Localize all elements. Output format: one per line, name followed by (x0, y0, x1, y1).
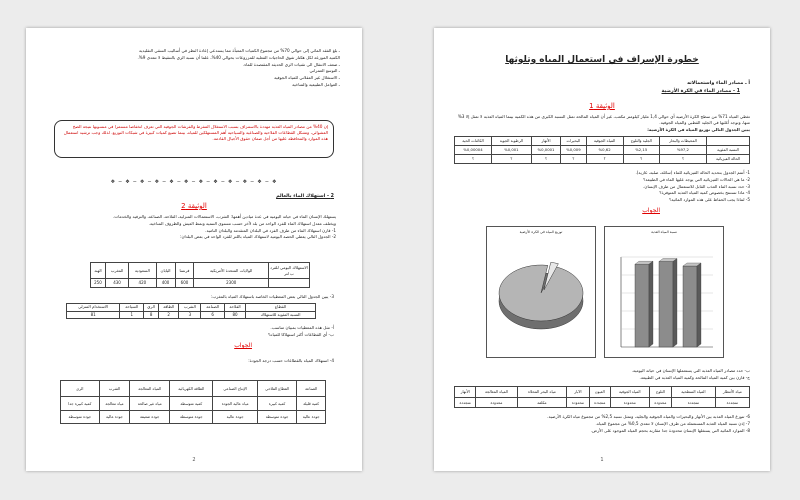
table-header: المياه المعالجة (476, 387, 517, 398)
table-header: مياه البحر المحلاة (517, 387, 567, 398)
intro-line: ـ بلغ الفقد المائي إلى حوالي 70% من مجموع الكميات المعبأة مما يستدعي إعادة النظر في أساليب السقي التقليدية (139, 48, 340, 53)
question-line: 3- حدد نسبة الماء العذب القابل للاستعمال من طرف الإنسان. (643, 183, 750, 189)
bar-chart-frame (604, 226, 724, 358)
table-header: الطاقة (159, 304, 179, 312)
table-cell: مياه غير صالحة (130, 397, 170, 411)
table-cell: جودة متوسطة (170, 410, 213, 424)
table-cell (269, 279, 310, 288)
intro-text (48, 48, 340, 89)
table-header: الشرب (179, 304, 201, 312)
page-title: خطورة الإسراف في استعمال المياه وتلوثها (505, 55, 699, 65)
question-line: أ- مثل هذه المعطيات بمبيان مناسب. (270, 325, 334, 330)
table-header: الطاقة الكهربائية (170, 381, 213, 397)
table-header: الري (61, 381, 100, 397)
consumption-table (90, 262, 310, 288)
table-cell: ؟ (491, 155, 531, 164)
section-a: أ ـ مصادر الماء واستعمالاته (687, 81, 750, 86)
sector-table (66, 303, 316, 319)
table-cell: 600 (175, 279, 194, 288)
water-distribution-table (454, 136, 750, 164)
table-cell: جودة متوسطة (61, 410, 100, 424)
intro-line: الكمية الموزعة لكل هكتار تفوق الحاجيات الفعلية للمزروعات بحوالي 40%، علما أن نسبة الري بالتنقيط لا تتعدى 9%. (137, 54, 340, 60)
table-cell: 8 (144, 311, 159, 319)
pie-slice (499, 265, 583, 321)
pie-chart (487, 235, 595, 355)
table-caption: يبين الجدول التالي توزيع المياه في الكرة الأرضية: (647, 126, 750, 132)
pie-chart-frame (486, 226, 596, 358)
table-cell: 420 (129, 279, 156, 288)
right-page (434, 28, 770, 471)
table-cell: %0,0001 (531, 146, 560, 155)
table-cell: 80 (224, 311, 245, 319)
conclusion-box (54, 120, 334, 158)
table-cell: مكلفة (517, 397, 567, 408)
questions-after (54, 325, 334, 339)
table-header: الشرب (99, 381, 130, 397)
final-text (454, 414, 750, 434)
question-line: ج- قارن بين كمية المياه المالحة وكمية المياه العذبة في الطبيعة. (639, 374, 750, 380)
table-header: الاستخدام المنزلي (67, 304, 120, 312)
question-line: 2- ما هي الحالات الفيزيائية التي يوجد عليها الماء في الطبيعة؟ (643, 176, 750, 182)
table-cell: %0,00004 (455, 146, 492, 155)
table-header: الصناعة (201, 304, 225, 312)
question-line: ب- أي القطاعات أكثر استهلاكا للمياه؟ (268, 331, 334, 337)
question-line: 1- أتمم الجدول بتحديد الحالة الفيزيائية للماء (سائلة، صلبة، غازية). (635, 170, 750, 175)
table-cell: ؟ (455, 155, 492, 164)
question-3: 3- يبين الجدول التالي بعض المعطيات الخاصة باستهلاك المياه بالمغرب: (210, 294, 334, 299)
table-cell: جودة عالية (297, 410, 326, 424)
table-cell: محدودة (476, 397, 517, 408)
table-cell: النسبة المئوية للاستهلاك (246, 311, 316, 319)
answer-label: الجواب (234, 342, 252, 349)
doc2-line: 1- قارن استهلاك الماء من طرف الفرد في البلدان المتقدمة والبلدان النامية. (205, 227, 336, 233)
question-line: 5- لماذا يجب الحفاظ على هذه الموارد المائية؟ (669, 197, 750, 203)
table-cell: 81 (67, 311, 120, 319)
table-cell: ؟ (586, 155, 623, 164)
table-header: المياه المعالجة (130, 381, 170, 397)
table-cell: ؟ (623, 155, 659, 164)
questions (454, 170, 750, 204)
table-header: المياه السطحية (672, 387, 716, 398)
table-cell: محدودة (610, 397, 649, 408)
table-header: الاستهلاك اليومي للفرد ب لتر (269, 263, 310, 279)
document-title: الوثيقة 2 (181, 202, 207, 210)
table-header: الهند (91, 263, 106, 279)
table-cell: كمية متوسطة (170, 397, 213, 411)
table-cell: محدودة (649, 397, 671, 408)
table-header: المياه الجوفية (610, 387, 649, 398)
table-header: الأنهار (531, 137, 560, 146)
table-cell: 1 (120, 311, 144, 319)
table-cell: 430 (105, 279, 128, 288)
table-header: الولايات المتحدة الأمريكية (194, 263, 269, 279)
intro-line: تغطي المياه 71% من سطح الكرة الأرضية أي حوالي 1,4 مليار كيلومتر مكعب، غير أن المياه المالحة تمثل النسبة الكبرى من هذه الكمية بينما المياه العذبة لا تمثل إلا 3% منها، وتوجد أغلبها في الجليد القطبي والمياه الجوفية. (457, 114, 750, 125)
final-line: 8- الموارد المائية التي يستغلها الإنسان محدودة جدا مقارنة بحجم المياه الموجود على الأرض. (590, 427, 750, 433)
table-cell: %0,62 (586, 146, 623, 155)
document-title: الوثيقة 1 (589, 102, 615, 110)
table-header: الأنهار (455, 387, 476, 398)
table-cell: 400 (156, 279, 175, 288)
table-cell: جودة متوسطة (257, 410, 297, 424)
left-page (26, 28, 362, 471)
doc2-text (52, 214, 336, 241)
bar-side (697, 263, 701, 347)
table-header: الري (144, 304, 159, 312)
bar (635, 264, 649, 347)
table-header (707, 137, 750, 146)
table-header: فرنسا (175, 263, 194, 279)
table-header: المغرب (105, 263, 128, 279)
table-cell: متجددة (589, 397, 610, 408)
page-number: 2 (192, 457, 196, 464)
table-cell: 6 (201, 311, 225, 319)
table-cell: مياه معالجة (99, 397, 130, 411)
sources-table (454, 386, 750, 408)
bullet: ـ العوامل الطبيعية والمناخية (292, 81, 340, 87)
section-title: 2 - استهلاك الماء بالعالم (276, 194, 334, 199)
bar (659, 262, 673, 348)
table-header: الآبار (567, 387, 589, 398)
table-cell: كمية كبيرة جدا (61, 397, 100, 411)
table-header: القطاع الفلاحي (257, 381, 297, 397)
table-cell: كمية قليلة (297, 397, 326, 411)
table-header: الرطوبة الجوية (491, 137, 531, 146)
table-cell: %0,009 (561, 146, 586, 155)
table-cell: 2300 (194, 279, 269, 288)
table-header: المياه الجوفية (586, 137, 623, 146)
table-cell: %2,15 (623, 146, 659, 155)
bar-side (649, 261, 653, 347)
bar-chart (605, 235, 723, 355)
bullet: ـ التوسع العمراني (309, 68, 340, 74)
table-header: القطاع (246, 304, 316, 312)
table-header: اليابان (156, 263, 175, 279)
doc2-line: يستهلك الإنسان الماء في حياته اليومية في عدة ميادين أهمها: الشرب، الاستعمالات المنزلية، الفلاحة، الصناعة، والترفيه والخدمات. (112, 214, 336, 219)
chart-title: نسبة المياه العذبة (651, 230, 677, 234)
table-cell: جودة عالية (213, 410, 257, 424)
section-1: 1 - مصادر الماء في الكرة الأرضية (661, 89, 740, 94)
table-cell: 2 (159, 311, 179, 319)
table-cell: متجددة (455, 397, 476, 408)
conclusion-text: إن 40% من مصادر المياه العذبة مهددة بالاستنزاف بسبب الاستغلال المفرط والفرشات الجوفية التي تعرف انخفاضا مستمرا في منسوبها نتيجة الضخ العشوائي، وتشكل القطاعات الفلاحية والصناعية والسياحية أهم المستهلكين للمياه، بينما تضيع كميات كبيرة في شبكات التوزيع. لذلك وجب ترشيد استعمال هذه الموارد والمحافظة عليها من أجل ضمان حقوق الأجيال القادمة. (63, 124, 328, 141)
table-header: مياه الأمطار (715, 387, 749, 398)
table-cell: ؟ (659, 155, 706, 164)
separator: ❖ ─ ❖ ─ ❖ ─ ❖ ─ ❖ ─ ❖ ─ ❖ ─ ❖ ─ ❖ ─ ❖ ─ ❖ ─ ❖ (110, 179, 278, 185)
table-cell: جودة ضعيفة (130, 410, 170, 424)
table-cell: مياه عالية الجودة (213, 397, 257, 411)
table-header: الفلاحة (224, 304, 245, 312)
table-header: السياحة (120, 304, 144, 312)
doc2-line: ويختلف معدل استهلاك الماء للفرد الواحد من بلد لآخر حسب مستوى التنمية ونمط العيش والظروف المناخية. (148, 220, 336, 226)
doc2-line: 2- الجدول التالي يعطي الحصة اليومية لاستهلاك المياه باللتر للفرد الواحد في بعض البلدان: (180, 234, 336, 240)
table-header: السعودية (129, 263, 156, 279)
table-cell: كمية كبيرة (257, 397, 297, 411)
section-2-questions (454, 368, 750, 382)
quality-table (60, 380, 326, 424)
table-cell: %0,001 (491, 146, 531, 155)
question-line: 4- ماذا تستنتج بخصوص كمية المياه العذبة المتوفرة؟ (659, 190, 750, 196)
question-line: ب- حدد مصادر المياه العذبة التي يستعملها الإنسان في حياته اليومية. (631, 368, 750, 373)
table-cell: متجددة (672, 397, 716, 408)
table-cell: متجددة (715, 397, 749, 408)
chart-title: توزيع المياه في الكرة الأرضية (519, 230, 563, 234)
table-header: الصناعة (297, 381, 326, 397)
final-line: 6- تتوزع المياه العذبة بين الأنهار والبحيرات والمياه الجوفية والجليد، وتمثل نسبة 2,5% من مجموع مياه الكرة الأرضية. (547, 414, 750, 419)
table-header: العيون (589, 387, 610, 398)
bullet: ـ الاستغلال غير العقلاني للمياه الجوفية (274, 75, 340, 81)
page-number: 1 (600, 457, 604, 464)
table-cell: ؟ (561, 155, 586, 164)
table-cell: %97,2 (659, 146, 706, 155)
intro-text (454, 114, 750, 133)
table-cell: ؟ (531, 155, 560, 164)
table-cell: جودة عالية (99, 410, 130, 424)
bar (683, 266, 697, 347)
question-4: 4- استهلاك المياه بالقطاعات حسب درجة الجودة: (248, 358, 334, 363)
table-header: البحيرات (561, 137, 586, 146)
table-cell: محدودة (567, 397, 589, 408)
answer-label: الجواب (642, 207, 660, 214)
table-header: الثلوج (649, 387, 671, 398)
table-header: الإنتاج الصناعي (213, 381, 257, 397)
row-label: الحالة الفيزيائية (707, 155, 750, 164)
table-cell: 250 (91, 279, 106, 288)
table-header: المحيطات والبحار (659, 137, 706, 146)
table-header: الجليد والثلوج (623, 137, 659, 146)
bar-side (673, 259, 677, 348)
intro-line: ـ ضعف الانتقال الى تقنيات الري الحديثة المقتصدة للماء. (242, 61, 340, 67)
table-header: الكائنات الحية (455, 137, 492, 146)
table-cell: 3 (179, 311, 201, 319)
row-label: النسبة المئوية (707, 146, 750, 155)
final-line: 7- إذن نسبة المياه العذبة المستعملة من طرف الإنسان لا تتعدى 0,5% من مجموع المياه. (595, 420, 750, 426)
